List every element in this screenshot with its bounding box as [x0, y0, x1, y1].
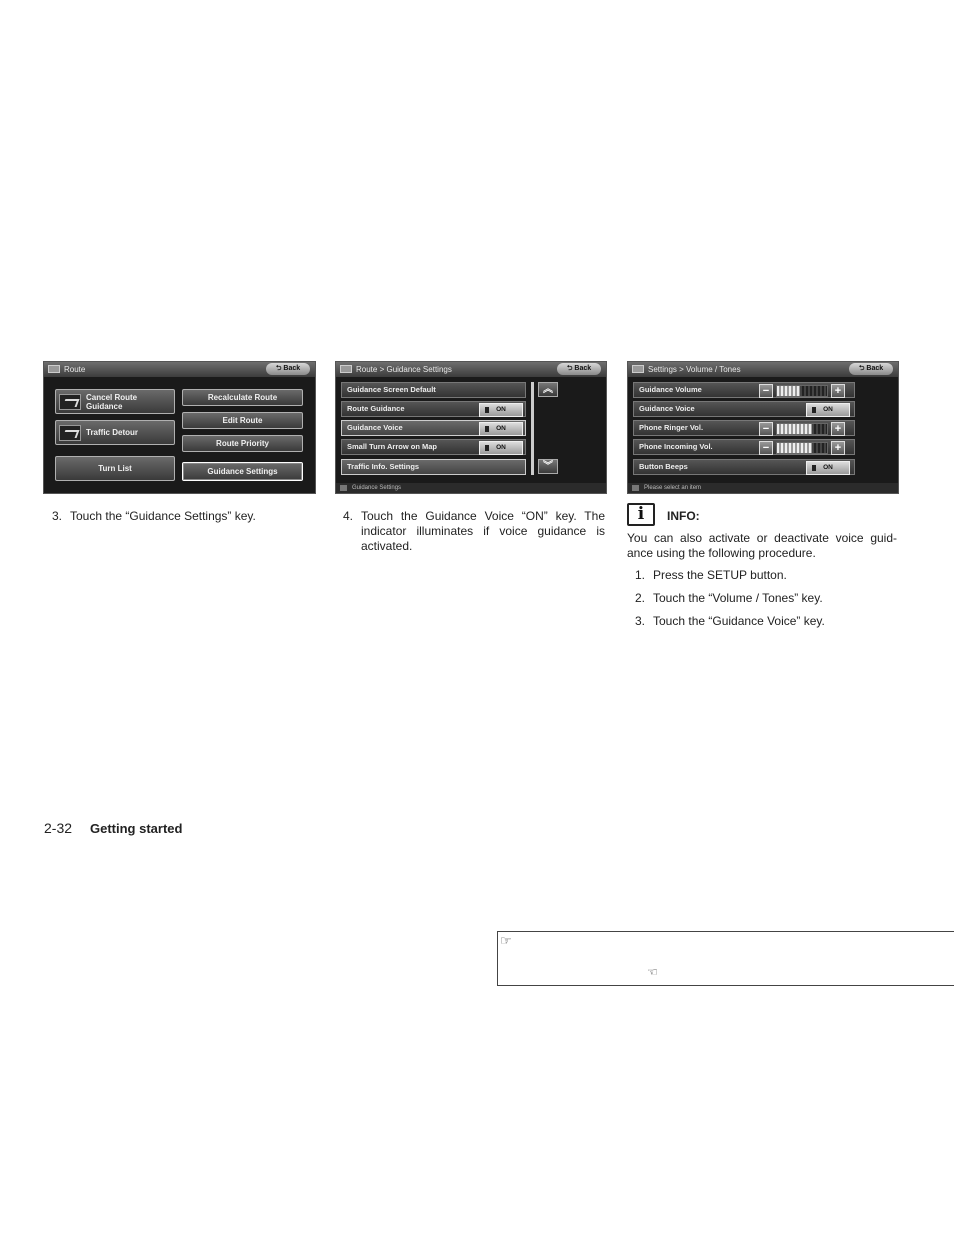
volume-level-fill	[777, 443, 812, 453]
volume-plus-button[interactable]: +	[831, 441, 845, 455]
volume-plus-button[interactable]: +	[831, 384, 845, 398]
edit-route-key[interactable]: Edit Route	[182, 412, 303, 429]
traffic-detour-key[interactable]: Traffic Detour	[55, 420, 175, 445]
volume-level-rest	[812, 424, 827, 434]
guidance-voice-on-key[interactable]: ON	[806, 403, 850, 417]
scroll-down-button[interactable]: ︾	[538, 459, 558, 474]
guidance-voice-row: Guidance Voice ON	[341, 420, 526, 436]
indicator-light	[812, 407, 816, 413]
guidance-voice-on-key[interactable]: ON	[479, 422, 523, 436]
volume-level-bar	[776, 385, 828, 397]
status-bar: Please select an item	[628, 483, 898, 493]
volume-level-fill	[777, 424, 812, 434]
info-icon	[632, 485, 639, 491]
scroll-up-button[interactable]: ︽	[538, 382, 558, 397]
volume-minus-button[interactable]: −	[759, 384, 773, 398]
volume-minus-button[interactable]: −	[759, 422, 773, 436]
info-title: INFO:	[667, 509, 700, 523]
guidance-volume-row: Guidance Volume − +	[633, 382, 855, 398]
screenshot-volume-tones	[627, 361, 899, 494]
cancel-route-icon	[59, 394, 81, 410]
screenshot-guidance-settings	[335, 361, 607, 494]
volume-level-fill	[777, 386, 800, 396]
screen-title: Settings > Volume / Tones	[648, 365, 741, 374]
phone-incoming-row: Phone Incoming Vol. − +	[633, 439, 855, 455]
volume-level-rest	[800, 386, 828, 396]
screenshot-route-menu	[43, 361, 316, 494]
volume-level-bar	[776, 423, 828, 435]
back-button[interactable]: ⮌ Back	[266, 363, 310, 375]
info-icon	[340, 485, 347, 491]
pointing-hand-left-icon: ☜	[647, 965, 658, 979]
page-number: 2-32	[44, 820, 73, 836]
pointing-hand-right-icon: ☞	[500, 933, 512, 948]
status-bar: Guidance Settings	[336, 483, 606, 493]
note-box	[497, 931, 954, 986]
volume-level-rest	[812, 443, 827, 453]
route-guidance-row: Route Guidance ON	[341, 401, 526, 417]
scrollbar[interactable]	[531, 382, 534, 475]
settings-icon	[632, 365, 644, 373]
phone-ringer-row: Phone Ringer Vol. − +	[633, 420, 855, 436]
indicator-light	[485, 445, 489, 451]
indicator-light	[485, 407, 489, 413]
guidance-settings-key[interactable]: Guidance Settings	[182, 462, 303, 481]
indicator-light	[485, 426, 489, 432]
info-icon: i	[627, 503, 655, 526]
volume-plus-button[interactable]: +	[831, 422, 845, 436]
info-body: You can also activate or deactivate voice guid-ance using the following procedure.	[627, 531, 897, 560]
indicator-light	[812, 465, 816, 471]
traffic-info-settings-key[interactable]: Traffic Info. Settings	[341, 459, 526, 475]
back-button[interactable]: ⮌ Back	[557, 363, 601, 375]
guidance-voice-row: Guidance Voice ON	[633, 401, 855, 417]
back-button[interactable]: ⮌ Back	[849, 363, 893, 375]
route-icon	[48, 365, 60, 373]
small-turn-arrow-row: Small Turn Arrow on Map ON	[341, 439, 526, 455]
screen-title: Route > Guidance Settings	[356, 365, 452, 374]
button-beeps-row: Button Beeps ON	[633, 459, 855, 475]
volume-level-bar	[776, 442, 828, 454]
route-priority-key[interactable]: Route Priority	[182, 435, 303, 452]
guidance-screen-default-key[interactable]: Guidance Screen Default	[341, 382, 526, 398]
small-turn-arrow-on-key[interactable]: ON	[479, 441, 523, 455]
cancel-route-guidance-key[interactable]: Cancel Route Guidance	[55, 389, 175, 414]
route-guidance-on-key[interactable]: ON	[479, 403, 523, 417]
screen-title: Route	[64, 365, 86, 374]
recalculate-route-key[interactable]: Recalculate Route	[182, 389, 303, 406]
section-title: Getting started	[90, 821, 183, 836]
route-icon	[340, 365, 352, 373]
button-beeps-on-key[interactable]: ON	[806, 461, 850, 475]
traffic-detour-icon	[59, 425, 81, 441]
volume-minus-button[interactable]: −	[759, 441, 773, 455]
turn-list-key[interactable]: Turn List	[55, 456, 175, 481]
